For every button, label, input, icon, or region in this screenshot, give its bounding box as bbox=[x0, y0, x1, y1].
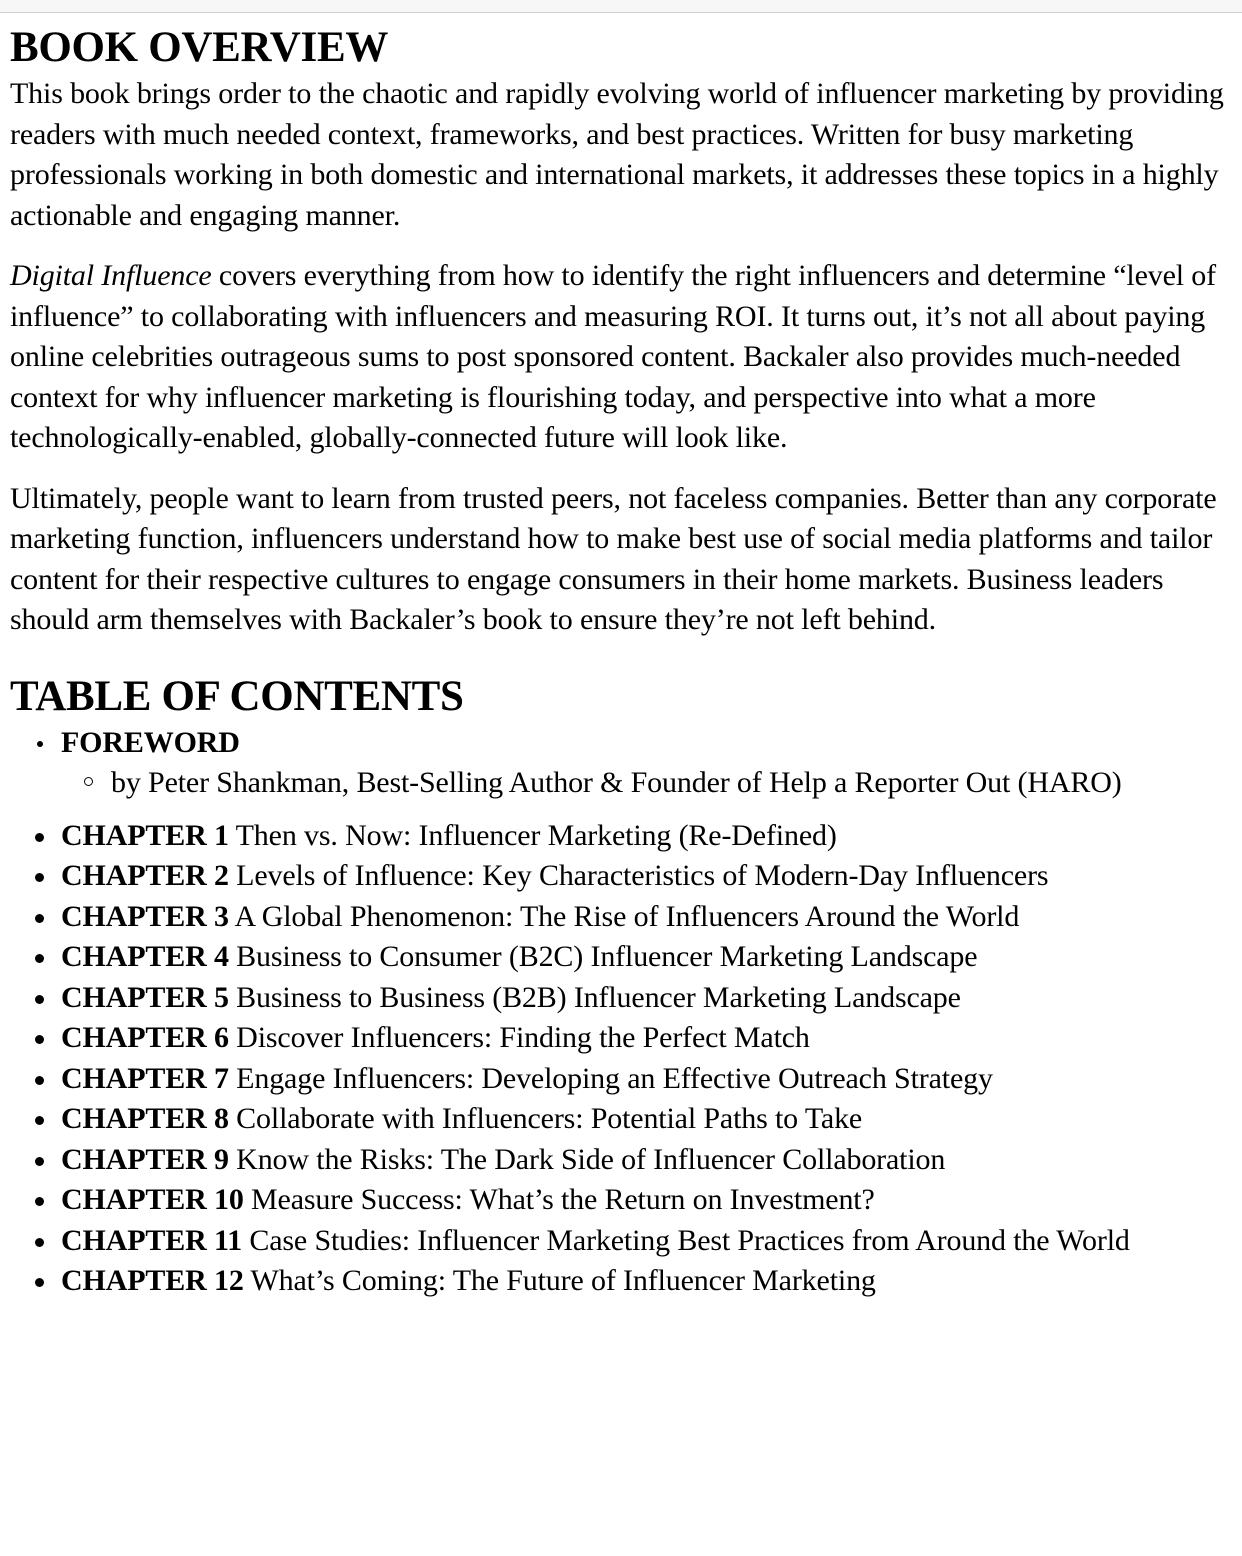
toc-item-foreword bbox=[10, 723, 1234, 804]
chapter-label: CHAPTER 8 bbox=[61, 1102, 229, 1135]
chapter-title: Levels of Influence: Key Characteristics of Modern-Day Influencers bbox=[228, 859, 1049, 892]
chapter-label: CHAPTER 1 bbox=[61, 818, 229, 852]
toc-item-chapter-6 bbox=[10, 1018, 1234, 1059]
chapter-label: CHAPTER 5 bbox=[61, 980, 229, 1014]
toc-item-chapter-3 bbox=[10, 897, 1234, 938]
bullet-icon bbox=[35, 873, 44, 882]
overview-paragraph-1: This book brings order to the chaotic and rapidly evolving world of influencer marketing by providing readers with much needed context, frameworks, and best practices. Written for busy marketing professionals working in both domestic and international markets, it addresses these topics in a highly actionable and engaging manner. bbox=[10, 77, 1224, 232]
toc-item-chapter-8 bbox=[10, 1099, 1234, 1140]
toc-item-chapter-12 bbox=[10, 1261, 1234, 1302]
overview-paragraph-2 bbox=[10, 256, 1234, 459]
chapter-label: CHAPTER 7 bbox=[61, 1061, 229, 1095]
bullet-icon bbox=[35, 1116, 44, 1125]
chapter-title: Then vs. Now: Influencer Marketing (Re-Defined) bbox=[228, 818, 837, 852]
toc-item-chapter-5 bbox=[10, 978, 1234, 1019]
foreword-label: FOREWORD bbox=[61, 725, 240, 759]
chapter-label: CHAPTER 2 bbox=[61, 859, 229, 892]
foreword-sublist bbox=[61, 763, 1234, 804]
foreword-author bbox=[61, 763, 1234, 804]
toc-item-chapter-10 bbox=[10, 1180, 1234, 1221]
chapter-label: CHAPTER 3 bbox=[61, 899, 229, 933]
chapter-title: Business to Consumer (B2C) Influencer Marketing Landscape bbox=[228, 940, 978, 973]
chapter-label: CHAPTER 6 bbox=[61, 1021, 229, 1054]
circle-bullet-icon bbox=[84, 777, 93, 786]
chapter-title: Case Studies: Influencer Marketing Best Practices from Around the World bbox=[242, 1223, 1130, 1257]
chapter-title: Engage Influencers: Developing an Effective Outreach Strategy bbox=[228, 1061, 993, 1095]
bullet-icon bbox=[35, 1157, 44, 1166]
bullet-icon bbox=[35, 995, 44, 1004]
bullet-icon bbox=[35, 1238, 44, 1247]
toc-item-chapter-2 bbox=[10, 856, 1234, 897]
chapter-title: A Global Phenomenon: The Rise of Influencers Around the World bbox=[228, 899, 1020, 933]
chapter-label: CHAPTER 12 bbox=[61, 1264, 244, 1297]
bullet-icon bbox=[37, 741, 43, 747]
chapter-list bbox=[10, 816, 1234, 1302]
chapter-label: CHAPTER 4 bbox=[61, 940, 229, 973]
document-body bbox=[10, 22, 1234, 1302]
chapter-title: Collaborate with Influencers: Potential Paths to Take bbox=[228, 1102, 863, 1135]
overview-paragraph-2-text: covers everything from how to identify the right influencers and determine “level of influence” to collaborating with influencers and measuring ROI. It turns out, it’s not all about paying online celebrities outrageous sums to post sponsored content. Backaler also provides much-needed context for why influencer marketing is flourishing today, and perspective into what a more technologically-enabled, globally-connected future will look like. bbox=[10, 259, 1216, 454]
bullet-icon bbox=[35, 1076, 44, 1085]
bullet-icon bbox=[35, 954, 44, 963]
bullet-icon bbox=[35, 1035, 44, 1044]
toc-item-chapter-1 bbox=[10, 816, 1234, 857]
chapter-label: CHAPTER 9 bbox=[61, 1142, 229, 1176]
overview-paragraph-3: Ultimately, people want to learn from trusted peers, not faceless companies. Better than any corporate marketing function, influencers understand how to make best use of social media platforms and tailor content for their respective cultures to engage consumers in their home markets. Business leaders should arm themselves with Backaler’s book to ensure they’re not left behind. bbox=[10, 481, 1217, 636]
toc-list bbox=[10, 723, 1234, 804]
chapter-title: Business to Business (B2B) Influencer Marketing Landscape bbox=[228, 980, 961, 1014]
chapter-label: CHAPTER 10 bbox=[61, 1183, 244, 1216]
top-divider bbox=[0, 0, 1242, 13]
chapter-title: Measure Success: What’s the Return on Investment? bbox=[243, 1183, 875, 1216]
bullet-icon bbox=[35, 914, 44, 923]
foreword-author-text: by Peter Shankman, Best-Selling Author & Founder of Help a Reporter Out (HARO) bbox=[111, 766, 1122, 799]
book-title-italic: Digital Influence bbox=[10, 259, 212, 292]
chapter-title: What’s Coming: The Future of Influencer Marketing bbox=[243, 1264, 876, 1297]
toc-item-chapter-7 bbox=[10, 1059, 1234, 1100]
chapter-title: Know the Risks: The Dark Side of Influencer Collaboration bbox=[228, 1142, 946, 1176]
toc-item-chapter-4 bbox=[10, 937, 1234, 978]
bullet-icon bbox=[35, 1278, 44, 1287]
toc-heading: TABLE OF CONTENTS bbox=[10, 672, 464, 720]
bullet-icon bbox=[35, 833, 44, 842]
toc-item-chapter-11 bbox=[10, 1221, 1234, 1262]
chapter-title: Discover Influencers: Finding the Perfect Match bbox=[228, 1021, 810, 1054]
overview-heading: BOOK OVERVIEW bbox=[10, 24, 389, 71]
toc-item-chapter-9 bbox=[10, 1140, 1234, 1181]
bullet-icon bbox=[35, 1197, 44, 1206]
chapter-label: CHAPTER 11 bbox=[61, 1223, 243, 1257]
